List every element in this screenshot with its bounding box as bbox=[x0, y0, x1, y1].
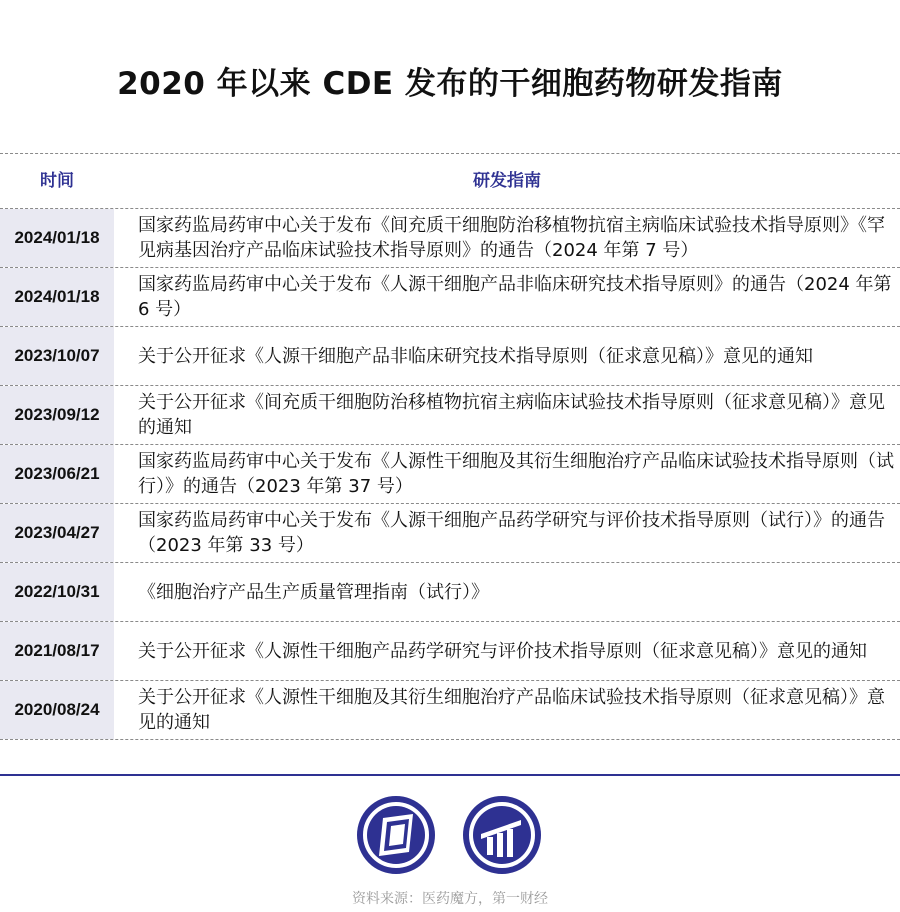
table-row bbox=[0, 386, 900, 445]
table-row bbox=[0, 327, 900, 386]
row-date: 2024/01/18 bbox=[0, 268, 114, 326]
row-date: 2022/10/31 bbox=[0, 563, 114, 621]
table-row bbox=[0, 563, 900, 622]
source-note: 资料来源：医药魔方，第一财经 bbox=[352, 891, 548, 907]
row-guide: 国家药监局药审中心关于发布《人源性干细胞及其衍生细胞治疗产品临床试验技术指导原则（试行）》的通告（2023 年第 37 号） bbox=[138, 451, 894, 497]
table-row bbox=[0, 622, 900, 681]
yiyaomofang-logo-icon bbox=[357, 796, 435, 874]
row-guide: 国家药监局药审中心关于发布《人源干细胞产品非临床研究技术指导原则》的通告（2024 年第 6 号） bbox=[138, 274, 892, 320]
table-row bbox=[0, 209, 900, 268]
diyicaijing-logo-icon bbox=[463, 796, 541, 874]
row-guide: 关于公开征求《人源性干细胞产品药学研究与评价技术指导原则（征求意见稿）》意见的通知 bbox=[138, 640, 867, 662]
table-header bbox=[0, 153, 900, 209]
header-date: 时间 bbox=[40, 171, 74, 191]
row-date: 2020/08/24 bbox=[0, 681, 114, 739]
page-title: 2020 年以来 CDE 发布的干细胞药物研发指南 bbox=[117, 66, 783, 102]
table-row bbox=[0, 268, 900, 327]
guidelines-table bbox=[0, 153, 900, 740]
row-guide: 国家药监局药审中心关于发布《人源干细胞产品药学研究与评价技术指导原则（试行）》的通告（2023 年第 33 号） bbox=[138, 510, 885, 556]
row-guide: 关于公开征求《人源性干细胞及其衍生细胞治疗产品临床试验技术指导原则（征求意见稿）》意见的通知 bbox=[138, 687, 885, 733]
row-guide: 关于公开征求《人源干细胞产品非临床研究技术指导原则（征求意见稿）》意见的通知 bbox=[138, 345, 813, 367]
table-row bbox=[0, 445, 900, 504]
row-guide: 《细胞治疗产品生产质量管理指南（试行）》 bbox=[138, 581, 489, 603]
row-date: 2023/04/27 bbox=[0, 504, 114, 562]
row-date: 2023/10/07 bbox=[0, 327, 114, 385]
row-date: 2024/01/18 bbox=[0, 209, 114, 267]
table-body bbox=[0, 209, 900, 740]
row-date: 2023/09/12 bbox=[0, 386, 114, 444]
row-guide: 国家药监局药审中心关于发布《间充质干细胞防治移植物抗宿主病临床试验技术指导原则》《罕见病基因治疗产品临床试验技术指导原则》的通告（2024 年第 7 号） bbox=[138, 215, 885, 261]
logo-strip bbox=[0, 796, 900, 874]
footer-divider bbox=[0, 774, 900, 776]
table-row bbox=[0, 504, 900, 563]
row-date: 2023/06/21 bbox=[0, 445, 114, 503]
header-guide: 研发指南 bbox=[473, 171, 541, 191]
row-date: 2021/08/17 bbox=[0, 622, 114, 680]
table-row bbox=[0, 681, 900, 740]
row-guide: 关于公开征求《间充质干细胞防治移植物抗宿主病临床试验技术指导原则（征求意见稿）》意见的通知 bbox=[138, 392, 885, 438]
